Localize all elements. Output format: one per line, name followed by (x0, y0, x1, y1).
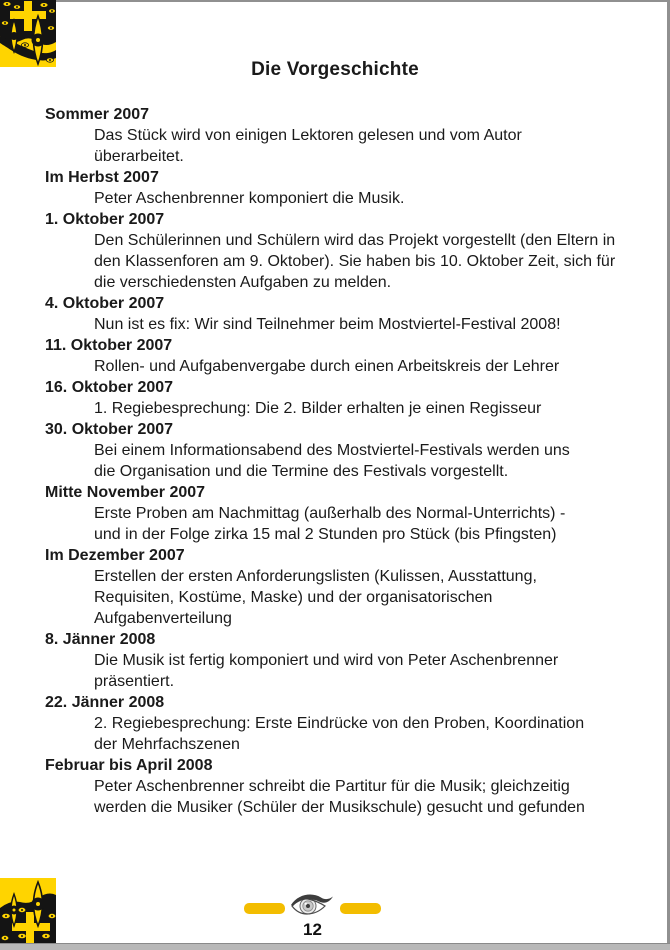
timeline-entry (45, 293, 645, 335)
entry-text-line: 1. Regiebesprechung: Die 2. Bilder erhalten je einen Regisseur (94, 400, 542, 417)
entry-text-line: Die Musik ist fertig komponiert und wird von Peter Aschenbrenner (94, 652, 559, 669)
timeline-entry (45, 692, 645, 755)
yellow-bar-right (340, 903, 381, 914)
entry-text-line: präsentiert. (94, 673, 175, 690)
timeline-entry (45, 482, 645, 545)
entry-date: Februar bis April 2008 (45, 757, 213, 774)
entry-date: Sommer 2007 (45, 106, 150, 123)
entry-date: Im Dezember 2007 (45, 547, 185, 564)
entry-text-line: Bei einem Informationsabend des Mostviertel-Festivals werden uns (94, 442, 570, 459)
entry-date: 11. Oktober 2007 (45, 337, 173, 354)
entry-date: 22. Jänner 2008 (45, 694, 165, 711)
top-edge-line (0, 0, 670, 2)
timeline-entry (45, 629, 645, 692)
timeline-entry (45, 167, 645, 209)
entry-text-line: der Mehrfachszenen (94, 736, 240, 753)
page-title: Die Vorgeschichte (251, 59, 419, 80)
timeline-entry (45, 209, 645, 293)
entry-text-line: und in der Folge zirka 15 mal 2 Stunden pro Stück (bis Pfingsten) (94, 526, 557, 543)
entry-text-line: werden die Musiker (Schüler der Musikschule) gesucht und gefunden (94, 799, 585, 816)
entry-date: 16. Oktober 2007 (45, 379, 174, 396)
entry-text-line: Rollen- und Aufgabenvergabe durch einen Arbeitskreis der Lehrer (94, 358, 560, 375)
entry-date: 30. Oktober 2007 (45, 421, 174, 438)
timeline-entry (45, 335, 645, 377)
entry-text-line: den Klassenforen am 9. Oktober). Sie haben bis 10. Oktober Zeit, sich für (94, 253, 616, 270)
entry-date: 4. Oktober 2007 (45, 295, 165, 312)
timeline-entry (45, 377, 645, 419)
entry-text-line: überarbeitet. (94, 148, 184, 165)
entry-text-line: Das Stück wird von einigen Lektoren gelesen und vom Autor (94, 127, 522, 144)
timeline (45, 104, 645, 818)
entry-text-line: die verschiedensten Aufgaben zu melden. (94, 274, 392, 291)
page-number: 12 (303, 920, 322, 939)
entry-text-line: die Organisation und die Termine des Festivals vorgestellt. (94, 463, 509, 480)
entry-date: 8. Jänner 2008 (45, 631, 156, 648)
entry-text-line: Erste Proben am Nachmittag (außerhalb des Normal-Unterrichts) - (94, 505, 566, 522)
entry-date: Im Herbst 2007 (45, 169, 159, 186)
entry-text-line: Peter Aschenbrenner schreibt die Partitur für die Musik; gleichzeitig (94, 778, 570, 795)
entry-text-line: 2. Regiebesprechung: Erste Eindrücke von den Proben, Koordination (94, 715, 585, 732)
bottom-edge-strip (0, 943, 670, 950)
entry-text-line: Erstellen der ersten Anforderungslisten (Kulissen, Ausstattung, (94, 568, 537, 585)
entry-text-line: Nun ist es fix: Wir sind Teilnehmer beim Mostviertel-Festival 2008! (94, 316, 561, 333)
entry-text-line: Peter Aschenbrenner komponiert die Musik. (94, 190, 405, 207)
timeline-entry (45, 545, 645, 629)
entry-date: 1. Oktober 2007 (45, 211, 165, 228)
timeline-entry (45, 104, 645, 167)
timeline-entry (45, 419, 645, 482)
entry-text-line: Aufgabenverteilung (94, 610, 232, 627)
eye-icon (290, 891, 334, 918)
entry-date: Mitte November 2007 (45, 484, 206, 501)
entry-text-line: Requisiten, Kostüme, Maske) und der organisatorischen (94, 589, 493, 606)
entry-text-line: Den Schülerinnen und Schülern wird das Projekt vorgestellt (den Eltern in (94, 232, 616, 249)
timeline-entry (45, 755, 645, 818)
yellow-bar-left (244, 903, 285, 914)
